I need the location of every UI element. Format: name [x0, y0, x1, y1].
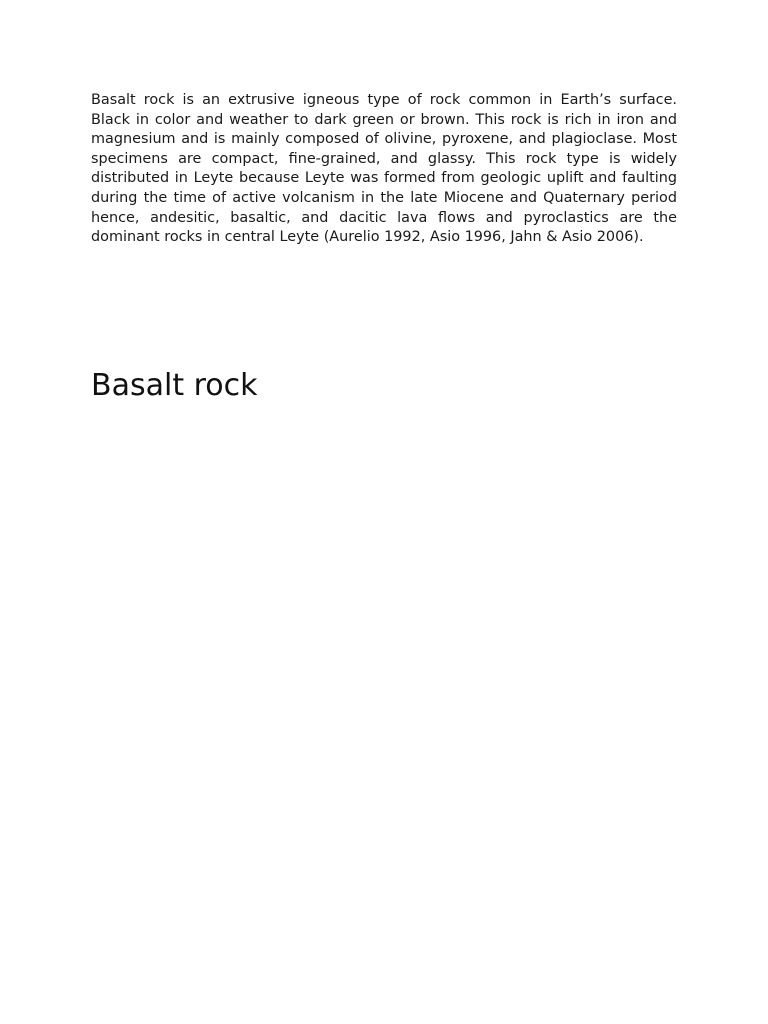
- body-paragraph: Basalt rock is an extrusive igneous type of rock common in Earth’s surface. Black in color and weather to dark green or brown. This rock is rich in iron and magnesium and is mainly composed of olivine, pyroxene, and plagioclase. Most specimens are compact, fine-grained, and glassy. This rock type is widely distributed in Leyte because Leyte was formed from geologic uplift and faulting during the time of active volcanism in the late Miocene and Quaternary period hence, andesitic, basaltic, and dacitic lava flows and pyroclastics are the dominant rocks in central Leyte (Aurelio 1992, Asio 1996, Jahn & Asio 2006).: [91, 92, 677, 246]
- section-heading: Basalt rock: [91, 368, 258, 403]
